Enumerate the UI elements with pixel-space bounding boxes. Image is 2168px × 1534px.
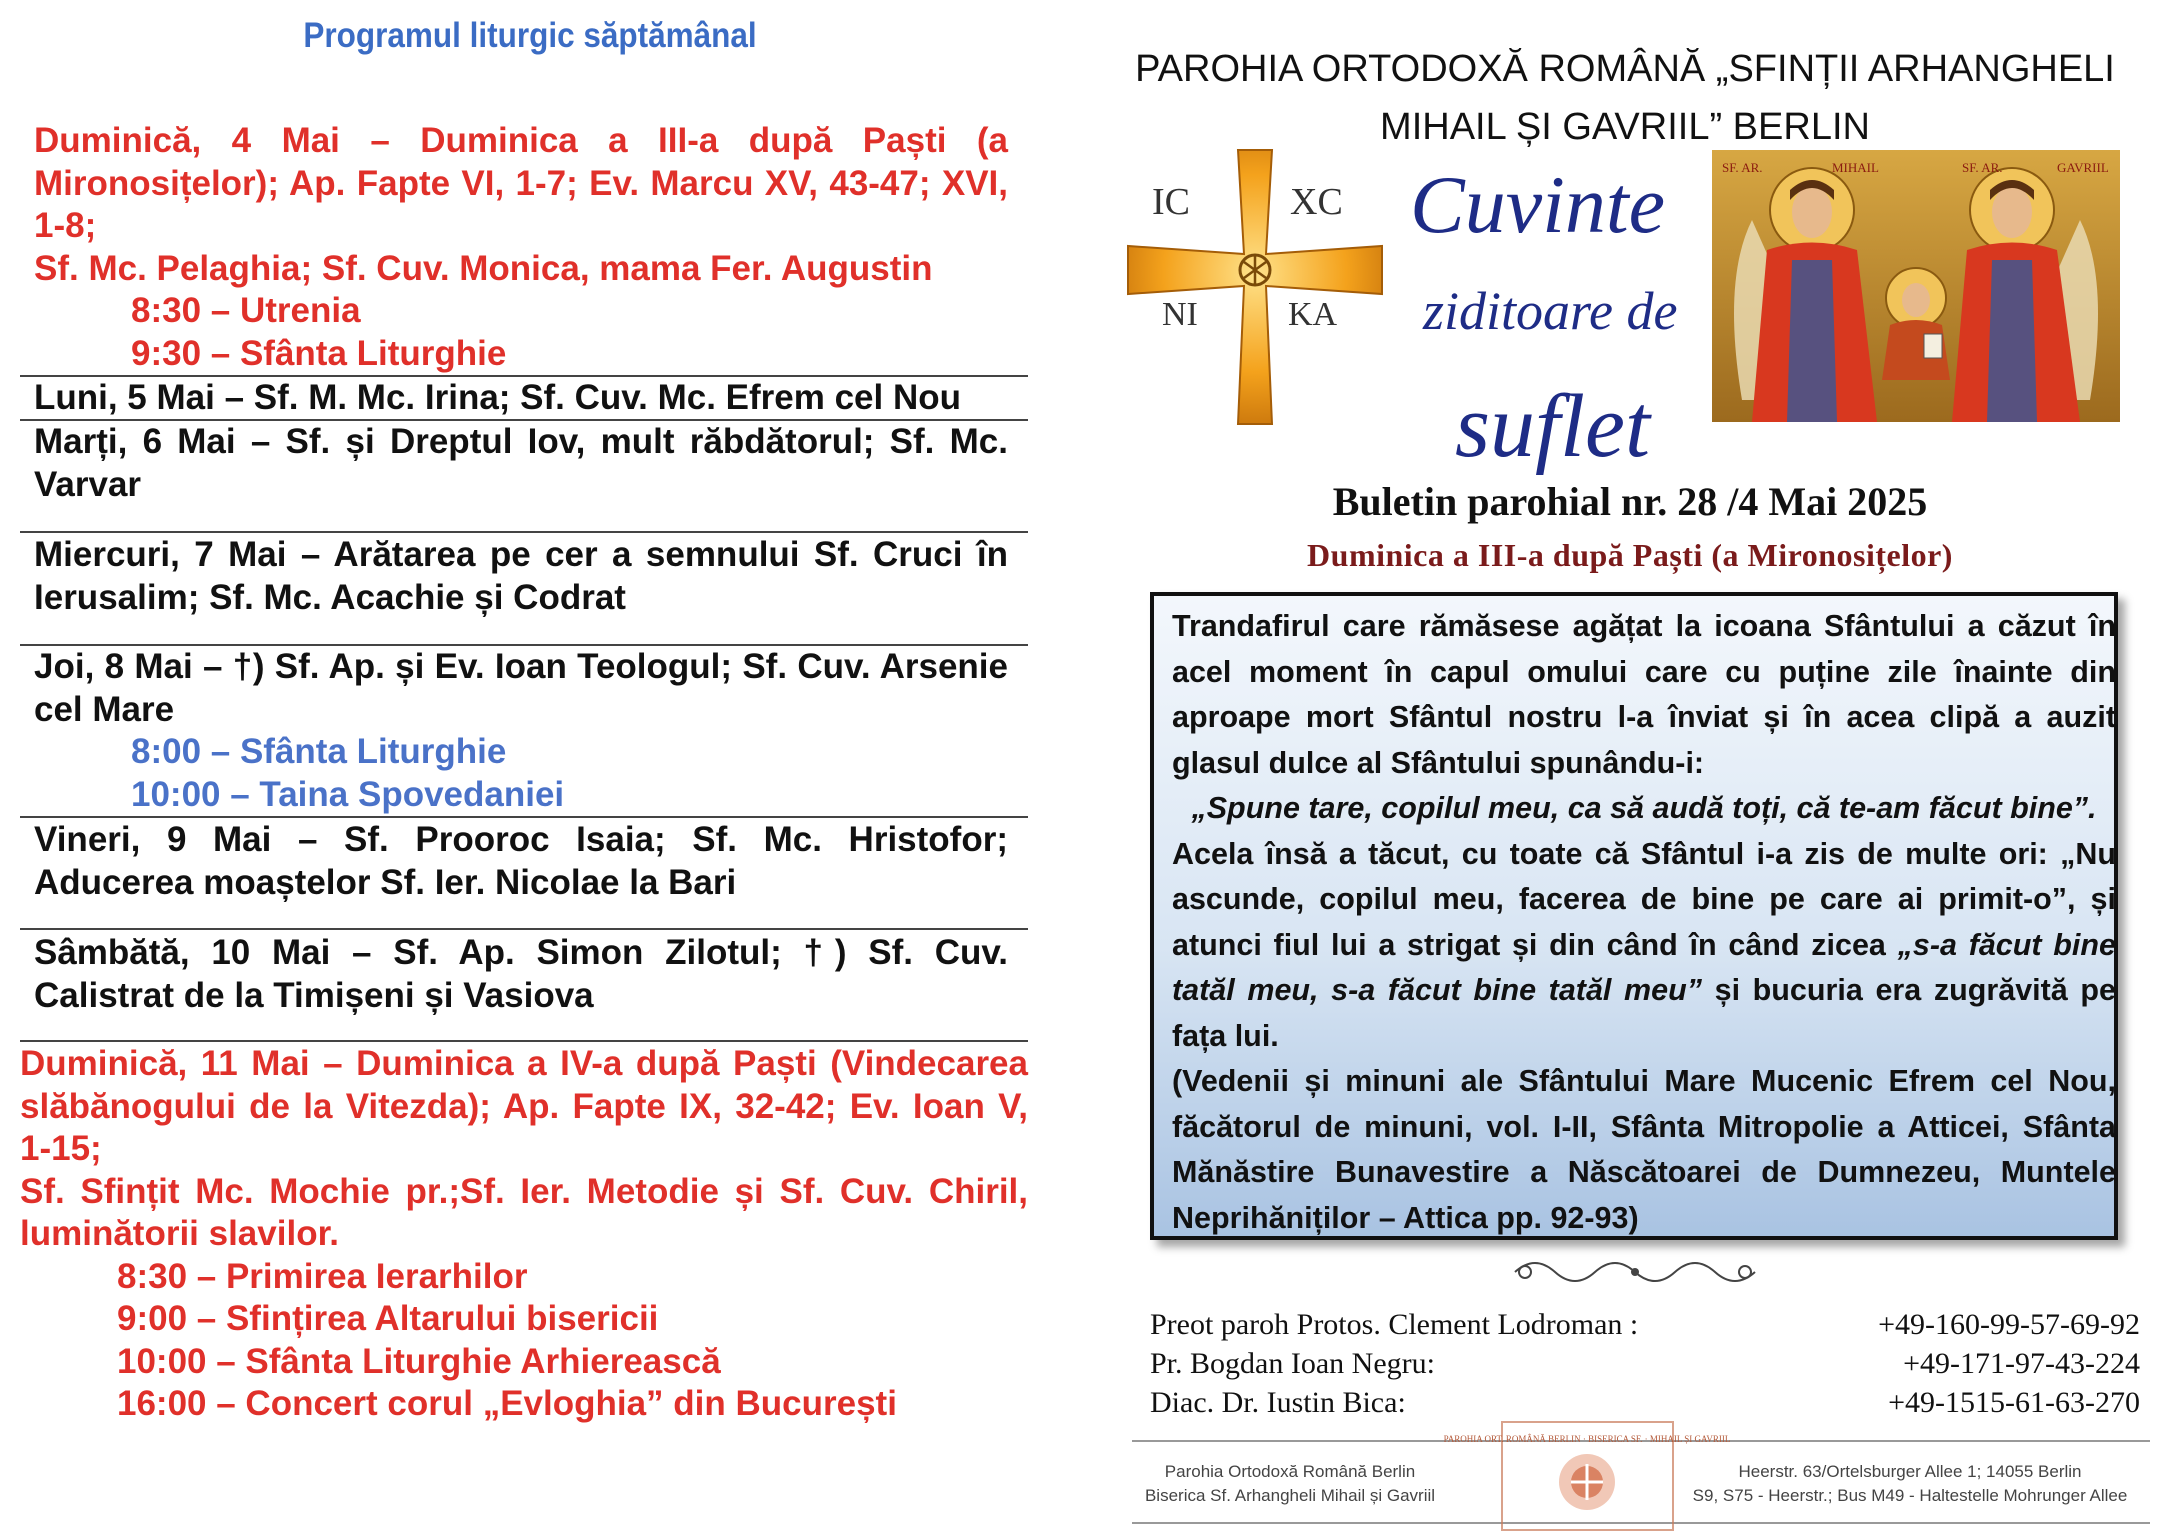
cross-ka: KA <box>1288 296 1338 333</box>
schedule-entry-sunday-11 <box>20 1043 1028 1426</box>
schedule-entry-monday <box>34 377 1008 420</box>
masthead-word-suflet: suflet <box>1455 377 1650 476</box>
entry-saints: Sf. Sfințit Mc. Mochie pr.;Sf. Ier. Metodie și Sf. Cuv. Chiril, luminătorii slavilor. <box>20 1171 1028 1253</box>
schedule-entry-tuesday <box>34 421 1008 506</box>
contact-phone: +49-160-99-57-69-92 <box>1878 1308 2140 1341</box>
contact-phone: +49-1515-61-63-270 <box>1888 1386 2140 1419</box>
entry-saints: Sf. Mc. Pelaghia; Sf. Cuv. Monica, mama Fer. Augustin <box>34 248 933 288</box>
archangels-icon-image <box>1712 150 2120 422</box>
bulletin-number: Buletin parohial nr. 28 /4 Mai 2025 <box>1332 479 1928 524</box>
masthead-word-ziditoare: ziditoare de <box>1423 281 1678 341</box>
footer-right-line1: Heerstr. 63/Ortelsburger Allee 1; 14055 Berlin <box>1738 1462 2082 1481</box>
footer-right-line2: S9, S75 - Heerstr.; Bus M49 - Haltestelle Mohrunger Allee <box>1692 1486 2128 1505</box>
entry-description: Joi, 8 Mai – †) Sf. Ap. și Ev. Ioan Teologul; Sf. Cuv. Arsenie cel Mare <box>34 647 1008 729</box>
quote-text <box>1172 604 2116 1241</box>
contact-name: Pr. Bogdan Ioan Negru: <box>1150 1347 1435 1380</box>
parish-title-line2: MIHAIL ȘI GAVRIIL” BERLIN <box>1380 106 1870 148</box>
service-time: 8:30 – Primirea Ierarhilor <box>117 1256 528 1296</box>
schedule-entry-saturday <box>34 932 1008 1017</box>
entry-description: Luni, 5 Mai – Sf. M. Mc. Irina; Sf. Cuv. Mc. Efrem cel Nou <box>34 378 962 417</box>
cross-xc: XC <box>1290 181 1343 223</box>
service-time: 8:00 – Sfânta Liturghie <box>131 732 507 771</box>
separator-line <box>20 1040 1028 1042</box>
quote-paragraph: Acela însă a tăcut, cu toate că Sfântul i-a zis de multe ori: „Nu ascunde, copilul meu, facerea de bine pe care ai primit-o”, și atunci fiul lui a strigat și din când în când zicea <box>1172 836 2116 962</box>
quote-source: (Vedenii și minuni ale Sfântului Mare Mucenic Efrem cel Nou, făcătorul de minuni, vol. I-II, Sfânta Mitropolie a Atticei, Sfânta Mănăstire Bunavestire a Născătoarei de Dumnezeu, Muntele Neprihăniților – Attica pp. 92-93) <box>1172 1064 2116 1235</box>
logo-text: PAROHIA ORT. ROMÂNĂ BERLIN · BISERICA SF. · MIHAIL ȘI GAVRIIL <box>1443 1434 1731 1444</box>
icon-label: GAVRIIL <box>2057 160 2109 175</box>
entry-description: Miercuri, 7 Mai – Arătarea pe cer a semnului Sf. Cruci în Ierusalim; Sf. Mc. Acachie și Codrat <box>34 535 1008 617</box>
footer-left <box>1135 1460 1445 1508</box>
parish-title <box>1110 40 2140 156</box>
parish-title-line1: PAROHIA ORTODOXĂ ROMÂNĂ „SFINȚII ARHANGHELI <box>1135 48 2115 90</box>
contact-row <box>1150 1305 2140 1344</box>
service-time: 10:00 – Taina Spovedaniei <box>131 774 565 814</box>
schedule-entry-wednesday <box>34 534 1008 619</box>
contacts-list <box>1150 1305 2140 1422</box>
schedule-title: Programul liturgic săptămânal <box>303 16 757 55</box>
parish-logo <box>1443 1420 1731 1532</box>
cross-ni: NI <box>1162 296 1198 333</box>
footer-right <box>1680 1460 2140 1508</box>
separator-line <box>20 816 1028 818</box>
entry-description: Sâmbătă, 10 Mai – Sf. Ap. Simon Zilotul; †) Sf. Cuv. Calistrat de la Timișeni și Vasiova <box>34 933 1008 1015</box>
contact-row <box>1150 1383 2140 1422</box>
service-time: 16:00 – Concert corul „Evloghia” din București <box>117 1384 897 1423</box>
schedule-entry-sunday-4 <box>34 120 1008 375</box>
entry-description: Duminică, 4 Mai – Duminica a III-a după Paști (a Mironosițelor); Ap. Fapte VI, 1-7; Ev. Marcu XV, 43-47; XVI, 1-8; <box>34 121 1008 245</box>
footer-left-line1: Parohia Ortodoxă Română Berlin <box>1164 1462 1416 1481</box>
quote-paragraph: Trandafirul care rămăsese agățat la icoana Sfântului a căzut în acel moment în capul omului care cu puține zile înainte din aproape mort Sfântul nostru l-a înviat și în acea clipă a auzit glasul dulce al Sfântului spunându-i: <box>1172 609 2116 780</box>
cross-emblem <box>1120 142 1390 432</box>
contact-name: Diac. Dr. Iustin Bica: <box>1150 1386 1406 1419</box>
icon-label: SF. AR. <box>1962 160 2003 175</box>
bulletin-sunday: Duminica a III-a după Paști (a Mironosițelor) <box>1307 537 1953 573</box>
service-time: 8:30 – Utrenia <box>131 291 361 330</box>
schedule-entry-thursday <box>34 646 1008 816</box>
contact-row <box>1150 1344 2140 1383</box>
entry-description: Vineri, 9 Mai – Sf. Prooroc Isaia; Sf. Mc. Hristofor; Aducerea moaștelor Sf. Ier. Nicolae la Bari <box>34 820 1008 902</box>
icon-label: SF. AR. <box>1722 160 1763 175</box>
service-time: 10:00 – Sfânta Liturghie Arhierească <box>117 1341 721 1381</box>
service-time: 9:30 – Sfânta Liturghie <box>131 333 507 373</box>
service-time: 9:00 – Sfințirea Altarului bisericii <box>117 1299 659 1338</box>
separator-line <box>20 531 1028 533</box>
footer-left-line2: Biserica Sf. Arhangheli Mihail și Gavriil <box>1144 1486 1436 1505</box>
entry-description: Marți, 6 Mai – Sf. și Dreptul Iov, mult răbdătorul; Sf. Mc. Varvar <box>34 422 1008 504</box>
entry-description: Duminică, 11 Mai – Duminica a IV-a după Paști (Vindecarea slăbănogului de la Vitezda); Ap. Fapte IX, 32-42; Ev. Ioan V, 1-15; <box>20 1044 1028 1168</box>
masthead-word-cuvinte: Cuvinte <box>1410 159 1666 250</box>
quote-spoken: „s-a făcut bine tatăl meu, s-a făcut bine tatăl meu” <box>1172 927 2116 1007</box>
quote-paragraph: și bucuria era zugrăvită pe fața lui. <box>1172 973 2116 1053</box>
icon-label: MIHAIL <box>1832 160 1879 175</box>
schedule-entry-friday <box>34 819 1008 904</box>
contact-phone: +49-171-97-43-224 <box>1903 1347 2140 1380</box>
ornament-divider <box>1505 1252 1765 1292</box>
separator-line <box>20 928 1028 930</box>
quote-spoken: „Spune tare, copilul meu, ca să audă toți, că te-am făcut bine”. <box>1191 791 2097 825</box>
cross-ic: IC <box>1152 181 1190 223</box>
contact-name: Preot paroh Protos. Clement Lodroman : <box>1150 1308 1639 1341</box>
